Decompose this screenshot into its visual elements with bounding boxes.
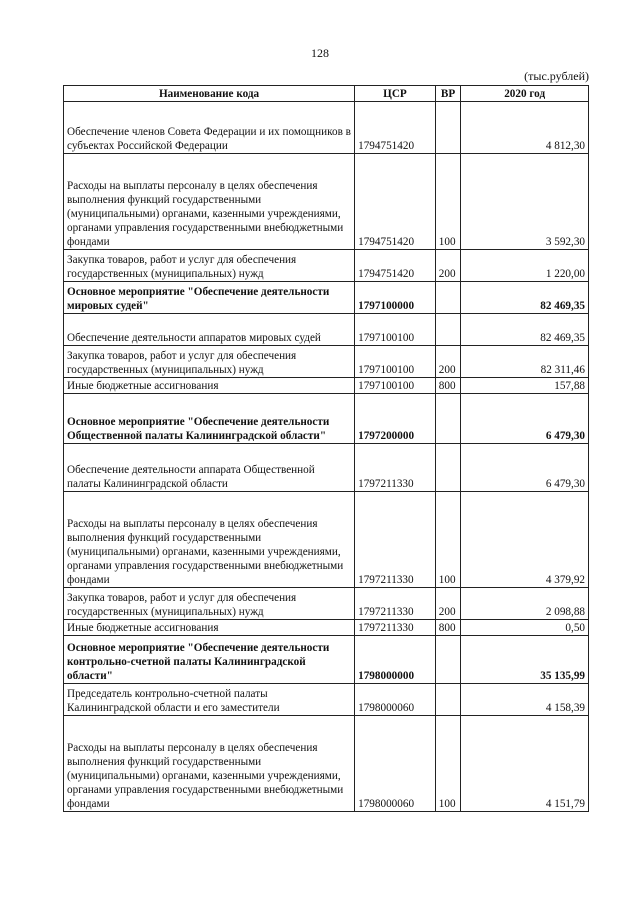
cell-name: Иные бюджетные ассигнования — [64, 378, 355, 394]
cell-sum: 82 311,46 — [461, 346, 589, 378]
cell-csr: 1798000060 — [355, 684, 436, 716]
table-row — [64, 620, 589, 636]
cell-name: Обеспечение деятельности аппарата Общественной палаты Калининградской области — [64, 444, 355, 492]
cell-csr: 1798000060 — [355, 716, 436, 812]
cell-name: Обеспечение деятельности аппаратов мировых судей — [64, 314, 355, 346]
header-csr: ЦСР — [355, 86, 436, 102]
header-vr: ВР — [435, 86, 461, 102]
table-row — [64, 346, 589, 378]
cell-vr — [435, 102, 461, 154]
cell-sum: 82 469,35 — [461, 282, 589, 314]
cell-vr — [435, 636, 461, 684]
cell-csr: 1797100100 — [355, 378, 436, 394]
table-row — [64, 378, 589, 394]
cell-sum: 2 098,88 — [461, 588, 589, 620]
cell-name: Расходы на выплаты персоналу в целях обеспечения выполнения функций государственными (муниципальными) органами, казенными учреждениями, органами управления государственными внебюджетными фондами — [64, 154, 355, 250]
header-year: 2020 год — [461, 86, 589, 102]
cell-csr: 1794751420 — [355, 250, 436, 282]
cell-csr: 1797200000 — [355, 394, 436, 444]
cell-name: Основное мероприятие "Обеспечение деятельности мировых судей" — [64, 282, 355, 314]
cell-vr — [435, 282, 461, 314]
units-label: (тыс.рублей) — [524, 69, 589, 83]
table-row — [64, 684, 589, 716]
cell-name: Основное мероприятие "Обеспечение деятельности контрольно-счетной палаты Калининградской области" — [64, 636, 355, 684]
table-row — [64, 314, 589, 346]
cell-vr: 200 — [435, 346, 461, 378]
cell-csr: 1798000000 — [355, 636, 436, 684]
cell-sum: 4 812,30 — [461, 102, 589, 154]
cell-csr: 1797211330 — [355, 444, 436, 492]
cell-vr: 800 — [435, 620, 461, 636]
cell-sum: 35 135,99 — [461, 636, 589, 684]
cell-sum: 4 151,79 — [461, 716, 589, 812]
cell-name: Иные бюджетные ассигнования — [64, 620, 355, 636]
budget-table — [63, 85, 589, 812]
cell-csr: 1794751420 — [355, 154, 436, 250]
table-row — [64, 492, 589, 588]
cell-vr: 200 — [435, 588, 461, 620]
cell-sum: 4 158,39 — [461, 684, 589, 716]
cell-csr: 1797211330 — [355, 588, 436, 620]
cell-name: Закупка товаров, работ и услуг для обеспечения государственных (муниципальных) нужд — [64, 346, 355, 378]
cell-sum: 6 479,30 — [461, 444, 589, 492]
cell-sum: 82 469,35 — [461, 314, 589, 346]
cell-vr — [435, 684, 461, 716]
table-row — [64, 394, 589, 444]
cell-sum: 157,88 — [461, 378, 589, 394]
cell-vr: 100 — [435, 154, 461, 250]
cell-name: Основное мероприятие "Обеспечение деятельности Общественной палаты Калининградской области" — [64, 394, 355, 444]
cell-csr: 1797211330 — [355, 620, 436, 636]
cell-sum: 4 379,92 — [461, 492, 589, 588]
cell-name: Закупка товаров, работ и услуг для обеспечения государственных (муниципальных) нужд — [64, 588, 355, 620]
cell-sum: 6 479,30 — [461, 394, 589, 444]
cell-name: Обеспечение членов Совета Федерации и их помощников в субъектах Российской Федерации — [64, 102, 355, 154]
cell-vr: 800 — [435, 378, 461, 394]
cell-sum: 3 592,30 — [461, 154, 589, 250]
cell-csr: 1797100000 — [355, 282, 436, 314]
table-row — [64, 282, 589, 314]
cell-vr: 200 — [435, 250, 461, 282]
cell-sum: 0,50 — [461, 620, 589, 636]
table-row — [64, 636, 589, 684]
table-row — [64, 250, 589, 282]
cell-name: Председатель контрольно-счетной палаты Калининградской области и его заместители — [64, 684, 355, 716]
cell-csr: 1794751420 — [355, 102, 436, 154]
table-row — [64, 102, 589, 154]
cell-name: Расходы на выплаты персоналу в целях обеспечения выполнения функций государственными (муниципальными) органами, казенными учреждениями, органами управления государственными внебюджетными фондами — [64, 492, 355, 588]
cell-vr — [435, 444, 461, 492]
table-row — [64, 154, 589, 250]
table-row — [64, 716, 589, 812]
cell-csr: 1797211330 — [355, 492, 436, 588]
cell-name: Расходы на выплаты персоналу в целях обеспечения выполнения функций государственными (муниципальными) органами, казенными учреждениями, органами управления государственными внебюджетными фондами — [64, 716, 355, 812]
cell-vr: 100 — [435, 716, 461, 812]
table-row — [64, 588, 589, 620]
header-name: Наименование кода — [64, 86, 355, 102]
table-header-row — [64, 86, 589, 102]
cell-vr: 100 — [435, 492, 461, 588]
cell-csr: 1797100100 — [355, 346, 436, 378]
cell-csr: 1797100100 — [355, 314, 436, 346]
page-number: 128 — [311, 46, 329, 60]
cell-vr — [435, 394, 461, 444]
table-row — [64, 444, 589, 492]
cell-vr — [435, 314, 461, 346]
cell-name: Закупка товаров, работ и услуг для обеспечения государственных (муниципальных) нужд — [64, 250, 355, 282]
cell-sum: 1 220,00 — [461, 250, 589, 282]
